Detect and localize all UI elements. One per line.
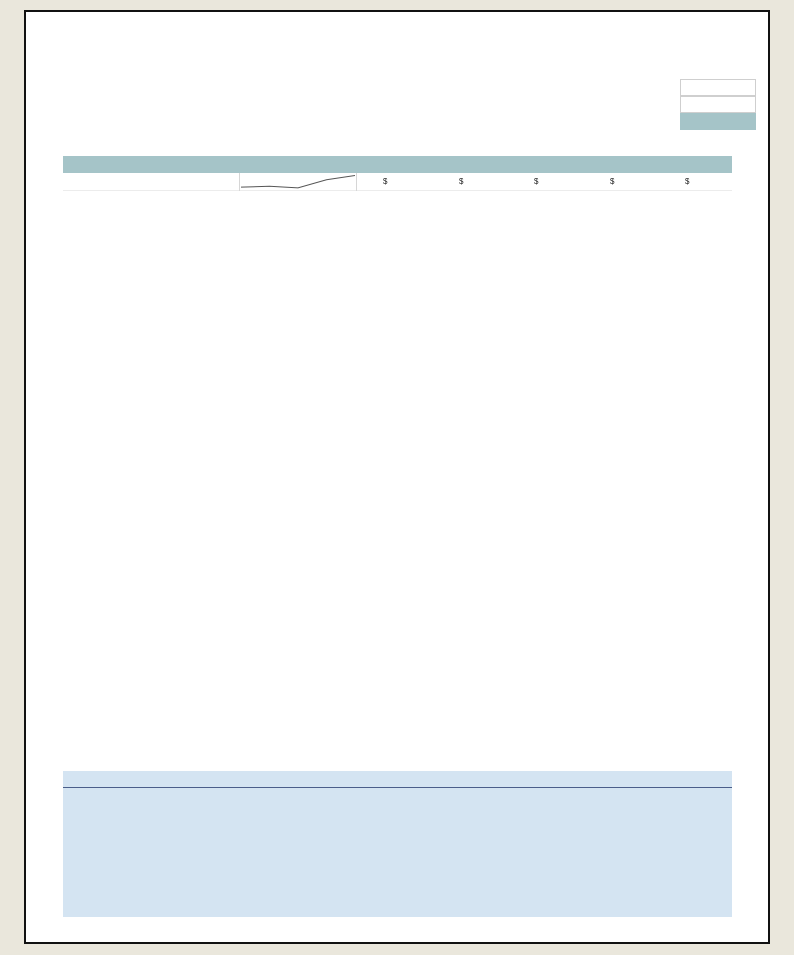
section-header: [63, 156, 732, 173]
revenue-row: [63, 173, 732, 190]
currency-symbol: $: [459, 177, 464, 187]
date-prepared-field[interactable]: [680, 79, 756, 96]
end-year-field: [680, 113, 756, 130]
trend-line: [241, 176, 355, 188]
trend-sparkline: [241, 173, 355, 190]
start-year-field[interactable]: [680, 96, 756, 113]
summary-title: [63, 771, 732, 788]
currency-symbol: $: [610, 177, 615, 187]
currency-symbol: $: [383, 177, 388, 187]
income-statement-sheet: [24, 10, 770, 944]
currency-symbol: $: [534, 177, 539, 187]
summary-analysis: [63, 771, 732, 917]
currency-symbol: $: [685, 177, 690, 187]
